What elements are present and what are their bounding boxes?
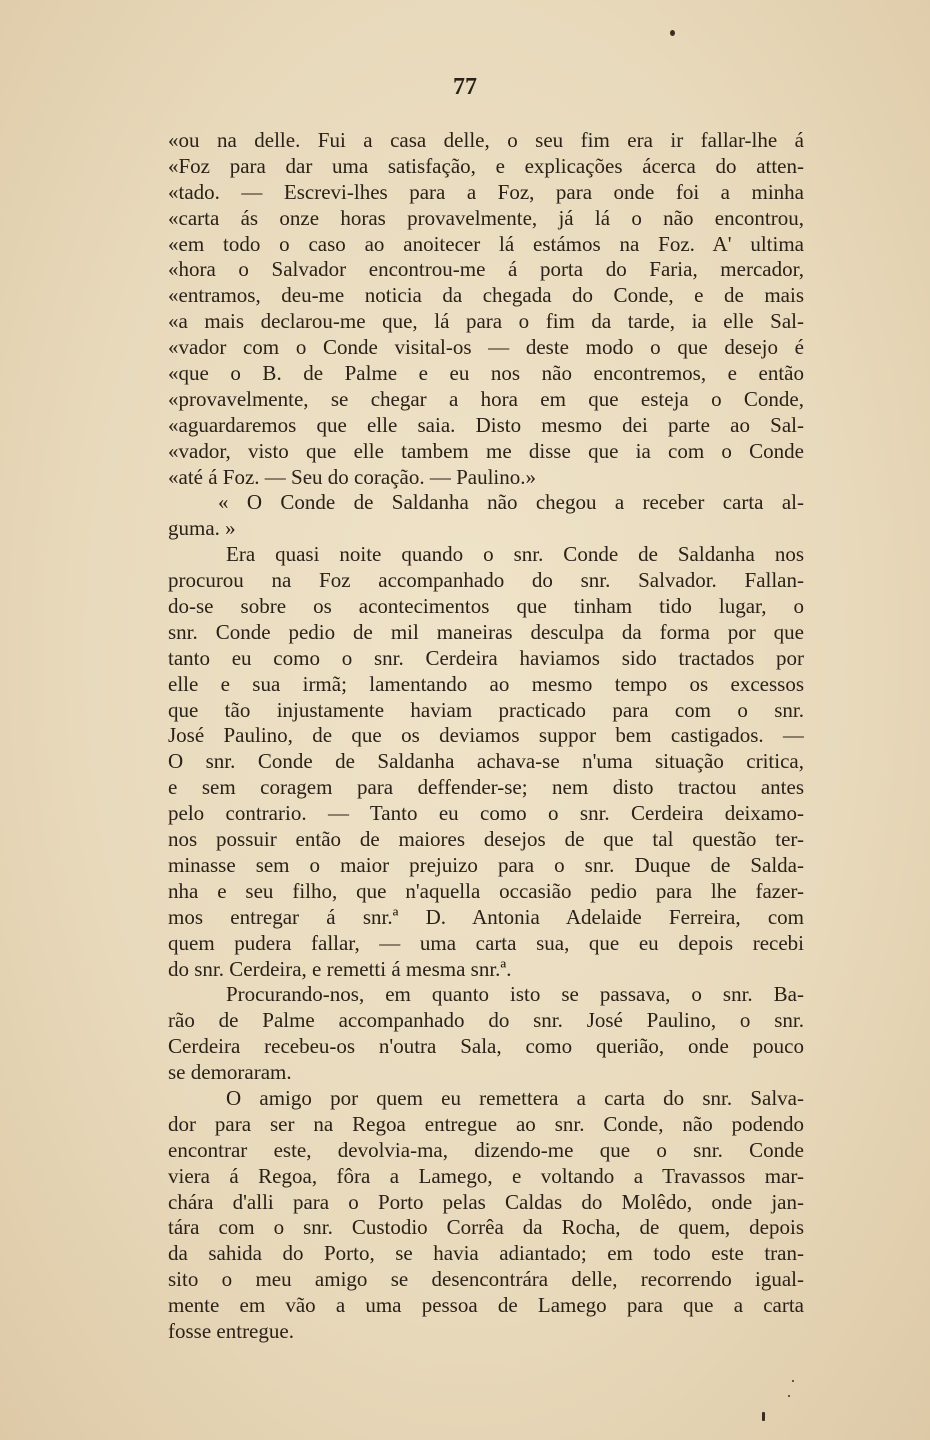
text-line: «tado. — Escrevi-lhes para a Foz, para onde foi a minha xyxy=(168,179,804,204)
text-line: O snr. Conde de Saldanha achava-se n'uma situação critica, xyxy=(168,749,804,774)
body-text xyxy=(168,128,804,1345)
ink-speck xyxy=(788,1395,790,1397)
text-line: minasse sem o maior prejuizo para o snr. Duque de Salda- xyxy=(168,852,804,877)
text-line: que tão injustamente haviam practicado para com o snr. xyxy=(168,697,804,722)
text-line: viera á Regoa, fôra a Lamego, e voltando a Travassos mar- xyxy=(168,1163,804,1188)
text-line: da sahida do Porto, se havia adiantado; em todo este tran- xyxy=(168,1241,804,1266)
text-line: do-se sobre os acontecimentos que tinham tido lugar, o xyxy=(168,594,804,619)
text-line: sito o meu amigo se desencontrára delle, recorrendo igual- xyxy=(168,1267,804,1292)
text-line: «provavelmente, se chegar a hora em que esteja o Conde, xyxy=(168,386,804,411)
ink-speck xyxy=(762,1412,765,1421)
text-line: rão de Palme accompanhado do snr. José Paulino, o snr. xyxy=(168,1008,804,1033)
text-line: do snr. Cerdeira, e remetti á mesma snr.ª. xyxy=(168,956,512,981)
text-line: «em todo o caso ao anoitecer lá estámos na Foz. A' ultima xyxy=(168,231,804,256)
text-line: «vador, visto que elle tambem me disse que ia com o Conde xyxy=(168,438,804,463)
text-line: guma. » xyxy=(168,516,236,541)
text-line: mos entregar á snr.ª D. Antonia Adelaide Ferreira, com xyxy=(168,904,804,929)
text-line: e sem coragem para deffender-se; nem disto tractou antes xyxy=(168,775,804,800)
text-line: procurou na Foz accompanhado do snr. Salvador. Fallan- xyxy=(168,568,804,593)
text-line: «Foz para dar uma satisfação, e explicações ácerca do atten- xyxy=(168,153,804,178)
text-line: «a mais declarou-me que, lá para o fim da tarde, ia elle Sal- xyxy=(168,309,804,334)
text-line: pelo contrario. — Tanto eu como o snr. Cerdeira deixamo- xyxy=(168,801,804,826)
text-line: tára com o snr. Custodio Corrêa da Rocha, de quem, depois xyxy=(168,1215,804,1240)
text-line: O amigo por quem eu remettera a carta do snr. Salva- xyxy=(226,1085,804,1110)
text-line: «que o B. de Palme e eu nos não encontremos, e então xyxy=(168,361,804,386)
text-line: encontrar este, devolvia-ma, dizendo-me que o snr. Conde xyxy=(168,1137,804,1162)
text-line: fosse entregue. xyxy=(168,1318,294,1343)
text-line: Era quasi noite quando o snr. Conde de Saldanha nos xyxy=(226,542,804,567)
text-line: «vador com o Conde visital-os — deste modo o que desejo é xyxy=(168,335,804,360)
text-line: tanto eu como o snr. Cerdeira haviamos sido tractados por xyxy=(168,645,804,670)
text-line: se demoraram. xyxy=(168,1060,292,1085)
text-line: José Paulino, de que os deviamos suppor bem castigados. — xyxy=(168,723,804,748)
text-line: nos possuir então de maiores desejos de que tal questão ter- xyxy=(168,827,804,852)
text-line: elle e sua irmã; lamentando ao mesmo tempo os excessos xyxy=(168,671,804,696)
text-line: «aguardaremos que elle saia. Disto mesmo dei parte ao Sal- xyxy=(168,412,804,437)
text-line: Procurando-nos, em quanto isto se passava, o snr. Ba- xyxy=(226,982,804,1007)
ink-speck xyxy=(792,1380,794,1382)
text-line: mente em vão a uma pessoa de Lamego para que a carta xyxy=(168,1293,804,1318)
text-line: nha e seu filho, que n'aquella occasião pedio para lhe fazer- xyxy=(168,878,804,903)
text-line: snr. Conde pedio de mil maneiras desculpa da forma por que xyxy=(168,619,804,644)
text-line: «hora o Salvador encontrou-me á porta do Faria, mercador, xyxy=(168,257,804,282)
text-line: «até á Foz. — Seu do coração. — Paulino.» xyxy=(168,464,536,489)
text-line: quem pudera fallar, — uma carta sua, que eu depois recebi xyxy=(168,930,804,955)
text-line: « O Conde de Saldanha não chegou a receber carta al- xyxy=(218,490,804,515)
text-line: «carta ás onze horas provavelmente, já lá o não encontrou, xyxy=(168,205,804,230)
text-line: dor para ser na Regoa entregue ao snr. Conde, não podendo xyxy=(168,1111,804,1136)
page-number: 77 xyxy=(453,74,477,100)
text-line: Cerdeira recebeu-os n'outra Sala, como querião, onde pouco xyxy=(168,1034,804,1059)
ink-speck xyxy=(670,30,675,36)
text-line: «entramos, deu-me noticia da chegada do Conde, e de mais xyxy=(168,283,804,308)
text-line: chára d'alli para o Porto pelas Caldas do Molêdo, onde jan- xyxy=(168,1189,804,1214)
text-line: «ou na delle. Fui a casa delle, o seu fim era ir fallar-lhe á xyxy=(168,128,804,152)
